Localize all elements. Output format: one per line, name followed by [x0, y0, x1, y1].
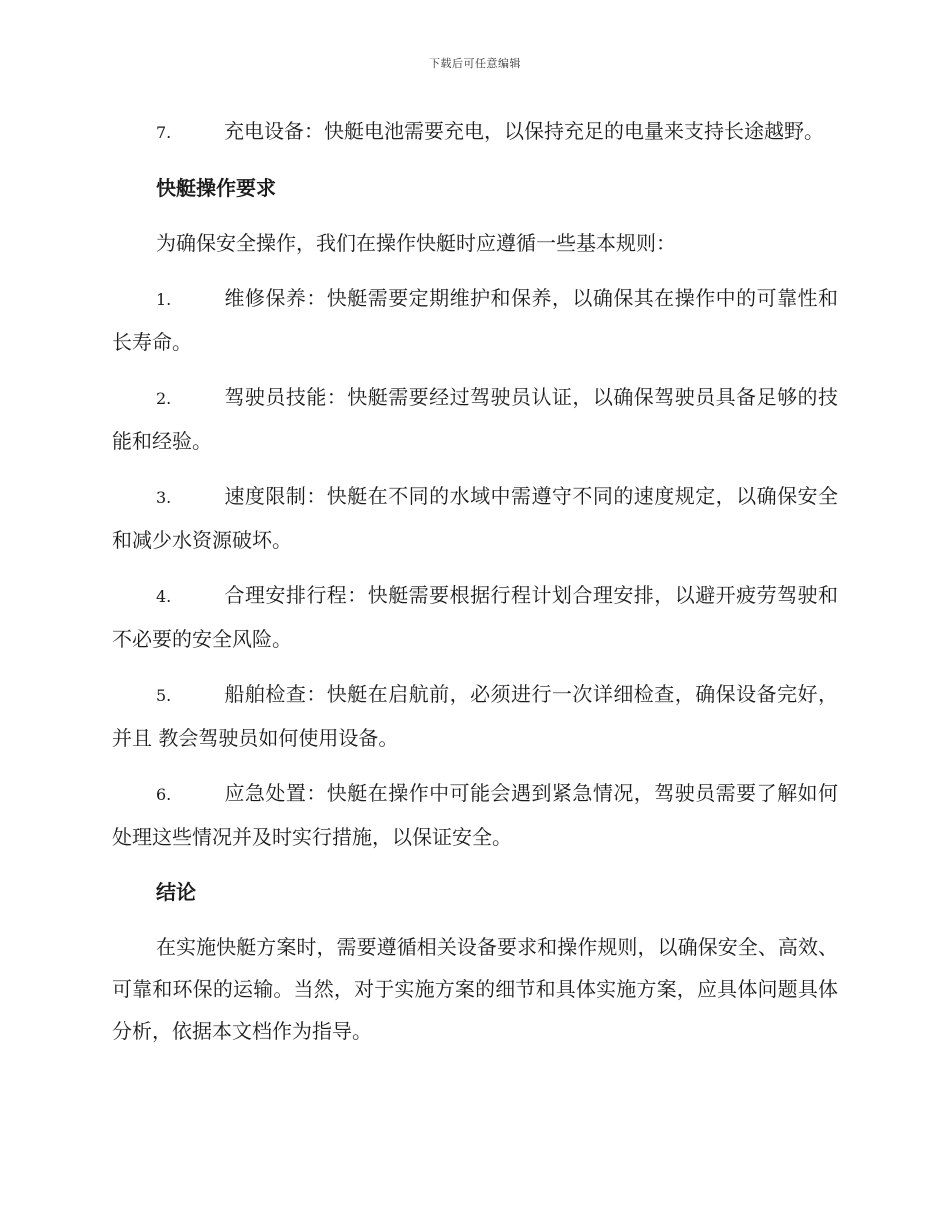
list-number: 2. [156, 389, 172, 408]
list-number: 1. [156, 290, 172, 309]
list-item [112, 376, 838, 462]
list-item-charging [112, 110, 838, 154]
list-item [112, 574, 838, 660]
list-text: 应急处置：快艇在操作中可能会遇到紧急情况，驾驶员需要了解如何处理这些情况并及时实行措施，以保证安全。 [112, 781, 838, 849]
list-number: 7. [156, 123, 172, 142]
conclusion-text: 在实施快艇方案时，需要遵循相关设备要求和操作规则，以确保安全、高效、可靠和环保的运输。当然，对于实施方案的细节和具体实施方案，应具体问题具体分析，依据本文档作为指导。 [112, 935, 838, 1043]
list-number: 4. [156, 587, 172, 606]
list-text: 合理安排行程：快艇需要根据行程计划合理安排，以避开疲劳驾驶和不必要的安全风险。 [112, 583, 838, 651]
list-text: 充电设备：快艇电池需要充电，以保持充足的电量来支持长途越野。 [224, 119, 824, 143]
list-item [112, 673, 838, 759]
list-text: 驾驶员技能：快艇需要经过驾驶员认证，以确保驾驶员具备足够的技能和经验。 [112, 385, 838, 453]
list-text: 船舶检查：快艇在启航前，必须进行一次详细检查，确保设备完好，并且 教会驾驶员如何使用设备。 [112, 682, 838, 750]
list-number: 5. [156, 686, 172, 705]
section-heading-conclusion: 结论 [156, 880, 196, 904]
list-item [112, 277, 838, 363]
list-text: 维修保养：快艇需要定期维护和保养，以确保其在操作中的可靠性和长寿命。 [112, 286, 838, 354]
header-watermark: 下载后可任意编辑 [429, 57, 521, 70]
operation-intro: 为确保安全操作，我们在操作快艇时应遵循一些基本规则： [156, 231, 676, 255]
section-heading-operation: 快艇操作要求 [156, 176, 276, 200]
list-number: 6. [156, 785, 172, 804]
document-body [112, 110, 838, 1065]
list-number: 3. [156, 488, 172, 507]
list-item [112, 772, 838, 858]
list-item [112, 475, 838, 561]
list-text: 速度限制：快艇在不同的水域中需遵守不同的速度规定，以确保安全和减少水资源破坏。 [112, 484, 838, 552]
